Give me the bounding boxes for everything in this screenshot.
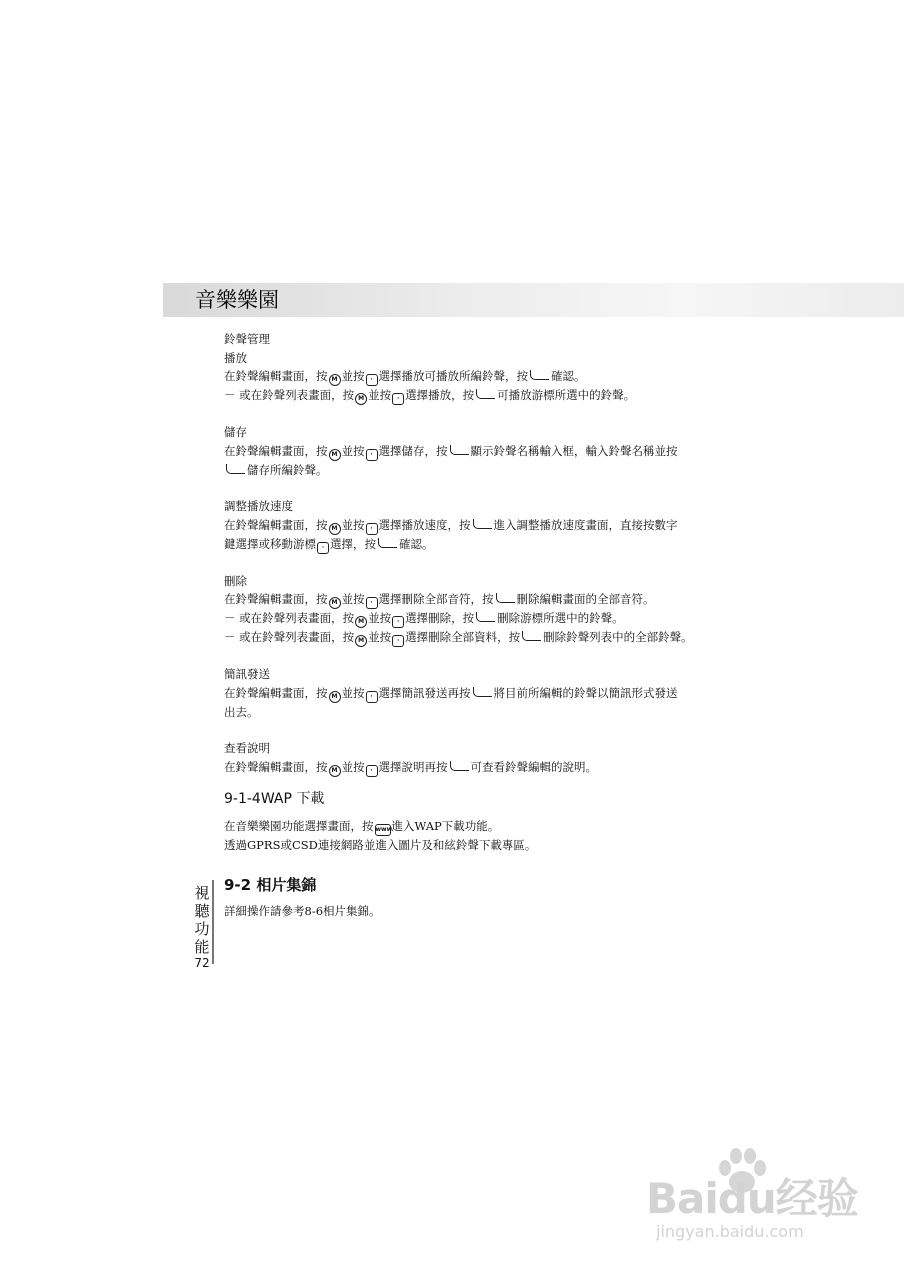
nav-key-icon: · xyxy=(317,542,329,554)
nav-key-icon: · xyxy=(392,635,404,647)
play-line-2: － 或在鈴聲列表畫面，按 M 並按 · 選擇播放，按 可播放游標所選中的鈴聲。 xyxy=(224,386,699,405)
section-title-save: 儲存 xyxy=(224,425,247,439)
speed-line-2: 鍵選擇或移動游標 · 選擇，按 確認。 xyxy=(224,535,699,554)
phone-icon xyxy=(476,612,495,622)
wap-key-icon: www xyxy=(375,824,391,836)
section-title-wap: 9-1-4WAP 下載 xyxy=(224,790,325,807)
nav-key-icon: · xyxy=(366,374,378,386)
side-tab xyxy=(193,884,211,970)
wap-line-1: 在音樂樂園功能選擇畫面，按 www進入WAP下載功能。 xyxy=(224,817,699,836)
menu-key-icon: M xyxy=(355,635,367,647)
nav-key-icon: · xyxy=(392,393,404,405)
section-title-delete: 刪除 xyxy=(224,573,247,588)
section-title-sms: 簡訊發送 xyxy=(224,667,270,681)
delete-line-1: 在鈴聲編輯畫面，按 M 並按 · 選擇刪除全部音符，按 刪除編輯畫面的全部音符。 xyxy=(224,590,699,609)
menu-key-icon: M xyxy=(329,374,341,386)
help-line-1: 在鈴聲編輯畫面，按 M 並按 · 選擇說明再按 可查看鈴聲編輯的說明。 xyxy=(224,758,699,777)
sms-line-2: 出去。 xyxy=(224,704,259,719)
nav-key-icon: · xyxy=(392,616,404,628)
save-line-2: 儲存所編鈴聲。 xyxy=(224,461,699,480)
menu-key-icon: M xyxy=(329,765,341,777)
play-line-1: 在鈴聲編輯畫面，按 M 並按 · 選擇播放可播放所編鈴聲，按 確認。 xyxy=(224,367,699,386)
wap-line-2: 透過GPRS或CSD連接網路並進入圖片及和絃鈴聲下載專區。 xyxy=(224,837,537,852)
photo-line-1: 詳細操作請參考8-6相片集錦。 xyxy=(224,904,381,918)
nav-key-icon: · xyxy=(366,765,378,777)
phone-icon xyxy=(522,631,541,641)
menu-key-icon: M xyxy=(329,523,341,535)
save-line-1: 在鈴聲編輯畫面，按 M 並按 · 選擇儲存，按 顯示鈴聲名稱輸入框，輸入鈴聲名稱並按 xyxy=(224,442,699,461)
section-title-photo: 9-2 相片集錦 xyxy=(224,876,317,894)
side-tab-char: 能 xyxy=(194,938,210,956)
side-divider xyxy=(212,880,214,964)
menu-key-icon: M xyxy=(329,691,341,703)
page-title: 音樂樂園 xyxy=(195,288,279,312)
watermark-url: jingyan.baidu.com xyxy=(656,1222,804,1241)
speed-line-1: 在鈴聲編輯畫面，按 M 並按 · 選擇播放速度，按 進入調整播放速度畫面，直接按數字 xyxy=(224,516,699,535)
content xyxy=(224,330,699,921)
section-title-speed: 調整播放速度 xyxy=(224,499,293,513)
phone-icon xyxy=(476,389,495,399)
side-tab-char: 聽 xyxy=(194,902,210,920)
section-title-play: 播放 xyxy=(224,350,247,365)
sms-line-1: 在鈴聲編輯畫面，按 M 並按 · 選擇簡訊發送再按 將目前所編輯的鈴聲以簡訊形式發送 xyxy=(224,684,699,703)
nav-key-icon: · xyxy=(366,597,378,609)
side-tab-char: 視 xyxy=(194,884,210,902)
phone-icon xyxy=(473,519,492,529)
page-number: 72 xyxy=(194,956,210,970)
nav-key-icon: · xyxy=(366,523,378,535)
phone-icon xyxy=(473,687,492,697)
delete-line-2: － 或在鈴聲列表畫面，按 M 並按 · 選擇刪除，按 刪除游標所選中的鈴聲。 xyxy=(224,609,699,628)
watermark xyxy=(640,1148,870,1253)
menu-key-icon: M xyxy=(355,616,367,628)
phone-icon xyxy=(496,593,515,603)
section-title-help: 查看說明 xyxy=(224,741,270,755)
nav-key-icon: · xyxy=(366,449,378,461)
phone-icon xyxy=(450,445,469,455)
delete-line-3: － 或在鈴聲列表畫面，按 M 並按 · 選擇刪除全部資料，按 刪除鈴聲列表中的全部鈴聲。 xyxy=(224,628,699,647)
phone-icon xyxy=(530,370,549,380)
section-title-ringtone-mgmt: 鈴聲管理 xyxy=(224,332,270,346)
watermark-brand: Baidu经验 xyxy=(646,1174,858,1223)
menu-key-icon: M xyxy=(329,449,341,461)
phone-icon xyxy=(450,761,469,771)
menu-key-icon: M xyxy=(355,393,367,405)
side-tab-char: 功 xyxy=(194,920,210,938)
nav-key-icon: · xyxy=(366,691,378,703)
menu-key-icon: M xyxy=(329,597,341,609)
phone-icon xyxy=(226,464,245,474)
phone-icon xyxy=(378,538,397,548)
